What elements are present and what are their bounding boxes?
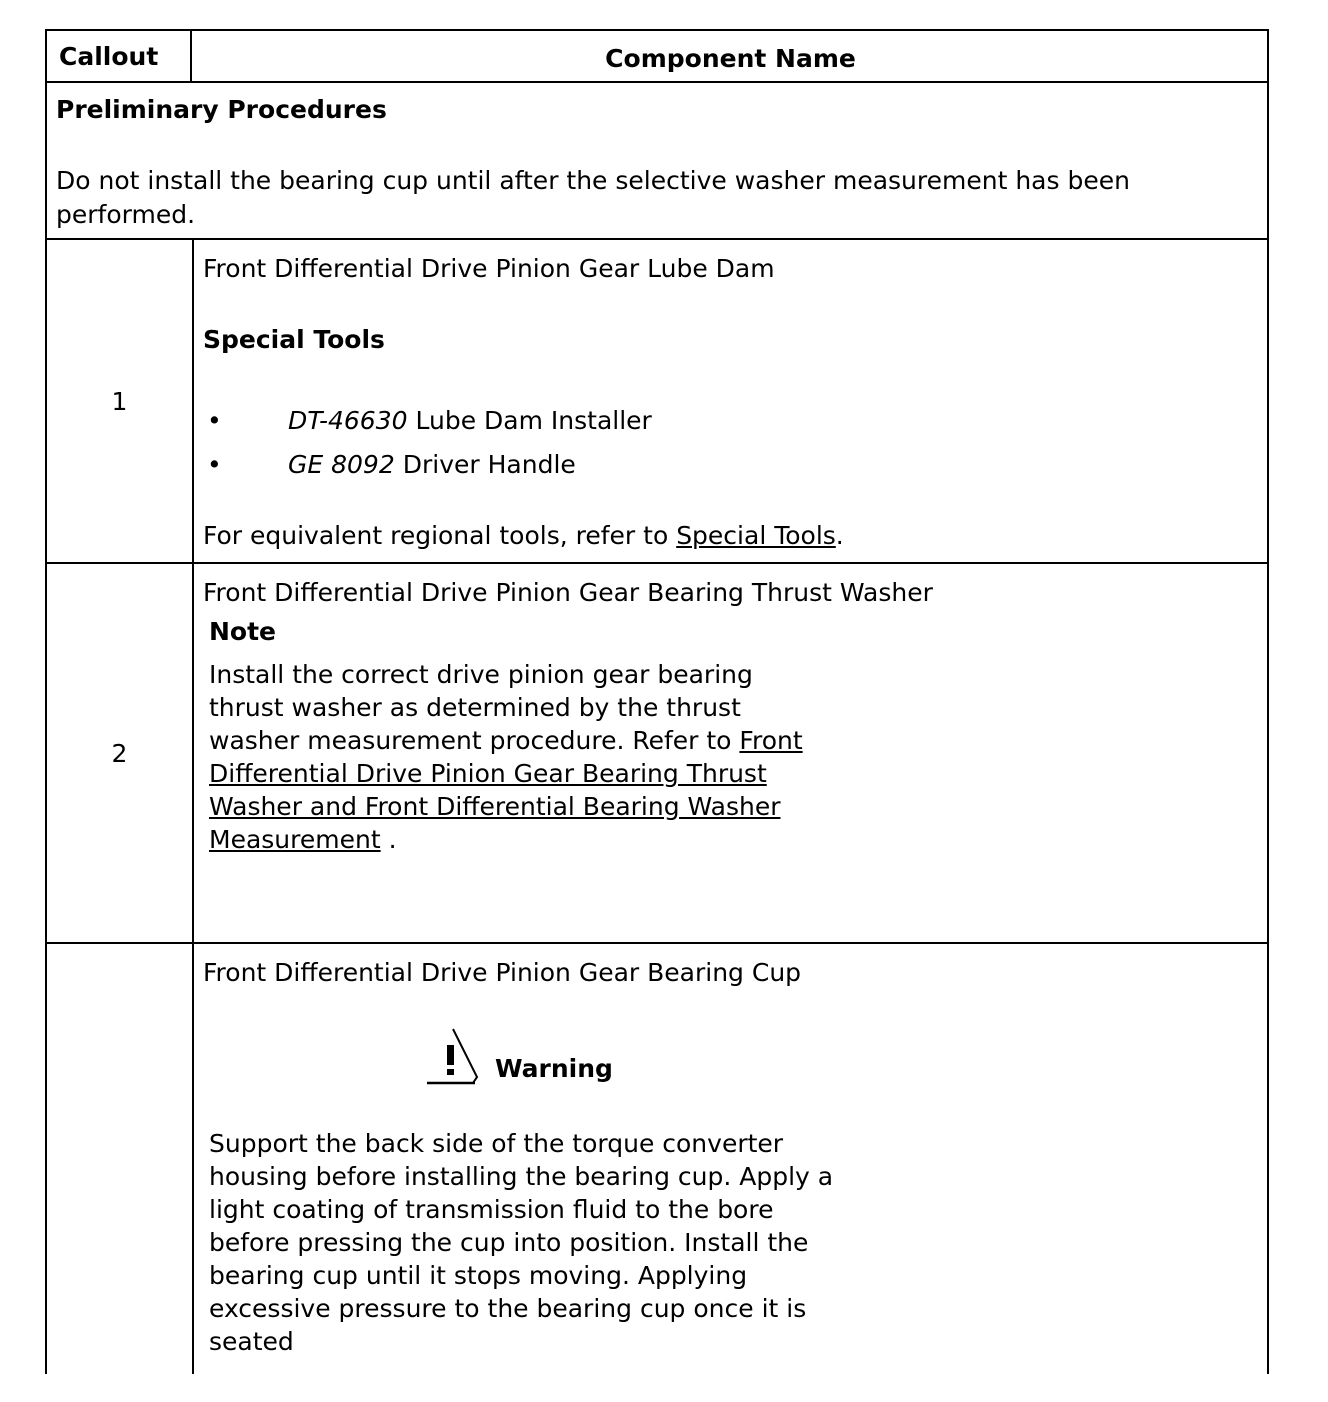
component-cell: [194, 564, 1267, 856]
header-component-name: Component Name: [605, 43, 856, 73]
list-item: [203, 442, 1267, 486]
reference-text: For equivalent regional tools, refer to: [203, 521, 677, 550]
component-name: Front Differential Drive Pinion Gear Bearing Cup: [203, 958, 802, 987]
reference-suffix: .: [835, 521, 844, 550]
warning-header: [425, 1017, 1267, 1087]
callout-number: 1: [47, 240, 194, 562]
component-cell: [194, 240, 1267, 550]
tools-list: [203, 398, 1267, 486]
table-header-row: [45, 29, 1269, 83]
bullet-icon: •: [207, 405, 222, 435]
special-tools-title: Special Tools: [203, 325, 385, 354]
header-callout: Callout: [47, 31, 192, 81]
washer-measurement-link[interactable]: Front Differential Drive Pinion Gear Bearing Thrust Washer and Front Differential Bearing Washer Measurement: [209, 726, 803, 854]
procedure-table: [45, 29, 1269, 1374]
table-row: [45, 240, 1269, 564]
table-row: [45, 944, 1269, 1374]
table-row: [45, 564, 1269, 944]
note-text: Install the correct drive pinion gear bearing thrust washer as determined by the thrust washer measurement procedure. Refer to: [209, 660, 753, 755]
callout-number: 2: [47, 564, 194, 942]
special-tools-link[interactable]: Special Tools: [676, 521, 836, 550]
component-cell: [194, 944, 1267, 1358]
preliminary-title: Preliminary Procedures: [56, 95, 387, 124]
tool-code: GE 8092: [288, 449, 395, 479]
note-suffix: .: [380, 825, 397, 854]
tool-code: DT-46630: [288, 405, 408, 435]
component-name: Front Differential Drive Pinion Gear Lube Dam: [203, 254, 775, 283]
note-title: Note: [209, 617, 277, 646]
preliminary-procedures-row: [45, 83, 1269, 240]
component-name: Front Differential Drive Pinion Gear Bearing Thrust Washer: [203, 578, 933, 607]
preliminary-text: Do not install the bearing cup until after the selective washer measurement has been performed.: [56, 166, 1130, 229]
tool-name: Lube Dam Installer: [415, 405, 652, 435]
tool-name: Driver Handle: [402, 449, 576, 479]
list-item: [203, 398, 1267, 442]
warning-text: Support the back side of the torque converter housing before installing the bearing cup. Apply a light coating of transmission fluid to the bore before pressing the cup into position. Install the bearing cup until it stops moving. Applying excessive pressure to the bearing cup once it is seated: [209, 1129, 834, 1356]
regional-tools-reference: [203, 521, 1267, 550]
warning-triangle-icon: [425, 1027, 481, 1087]
warning-label: Warning: [495, 1054, 613, 1083]
note-body: [209, 658, 829, 856]
callout-number: [47, 944, 194, 1374]
bullet-icon: •: [207, 449, 222, 479]
